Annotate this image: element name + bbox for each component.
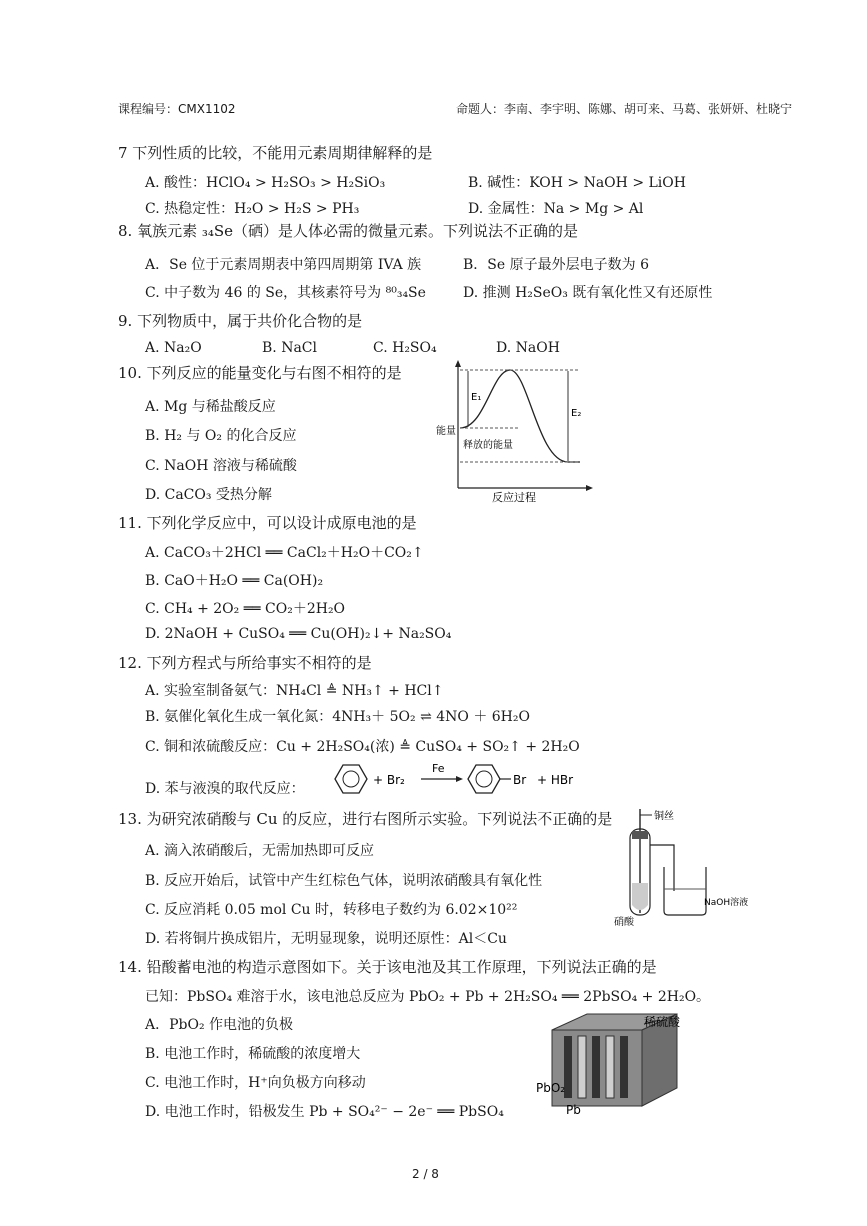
y-axis-label: 能量 [436,426,456,437]
pbo2-label: PbO₂ [536,1081,566,1095]
q10-option-d: D. CaCO₃ 受热分解 [145,487,272,503]
pb-label: Pb [566,1103,581,1117]
q9-option-d: D. NaOH [496,340,560,356]
q8-option-a: A．Se 位于元素周期表中第四周期第 IVA 族 [145,257,422,273]
q14-option-d: D. 电池工作时，铅极发生 Pb + SO₄²⁻ − 2e⁻ ══ PbSO₄ [145,1104,504,1120]
question-9-stem: 9. 下列物质中，属于共价化合物的是 [118,312,363,330]
authors: 命题人：李南、李宇明、陈娜、胡可来、马葛、张妍妍、杜晓宁 [456,102,793,116]
question-7-stem: 7 下列性质的比较，不能用元素周期律解释的是 [118,144,433,162]
q8-option-b: B．Se 原子最外层电子数为 6 [463,257,649,273]
q10-option-c: C. NaOH 溶液与稀硫酸 [145,458,297,474]
br-substituent: Br [513,773,527,787]
q12-option-c: C. 铜和浓硫酸反应：Cu + 2H₂SO₄(浓) ≜ CuSO₄ + SO₂↑ + 2H₂O [145,739,580,755]
q13-option-d: D. 若将铜片换成铝片，无明显现象，说明还原性：Al＜Cu [145,931,507,947]
course-code: 课程编号：CMX1102 [118,102,236,116]
q7-option-b: B. 碱性：KOH > NaOH > LiOH [468,175,686,191]
question-14-stem: 14. 铅酸蓄电池的构造示意图如下。关于该电池及其工作原理，下列说法正确的是 [118,958,657,976]
q8-option-d: D. 推测 H₂SeO₃ 既有氧化性又有还原性 [463,285,713,301]
electrode-plate-1 [564,1036,572,1098]
q14-option-c: C. 电池工作时，H⁺向负极方向移动 [145,1075,366,1091]
reaction-arrowhead [456,776,463,782]
q12-option-b: B. 氨催化氧化生成一氧化氮：4NH₃＋ 5O₂ ⇌ 4NO ＋ 6H₂O [145,709,530,725]
copper-nitric-acid-apparatus [612,805,762,930]
br2-reagent: + Br₂ [373,773,405,787]
sulfuric-acid-label: 稀硫酸 [644,1015,681,1029]
q7-option-a: A. 酸性：HClO₄ > H₂SO₃ > H₂SiO₃ [145,175,386,191]
q7-option-d: D. 金属性：Na > Mg > Al [468,201,644,217]
aromatic-circle [343,771,359,787]
q11-option-d: D. 2NaOH + CuSO₄ ══ Cu(OH)₂↓+ Na₂SO₄ [145,626,452,642]
electrode-plate-2 [578,1036,586,1098]
e2-label: E₂ [571,408,582,419]
question-11-stem: 11. 下列化学反应中，可以设计成原电池的是 [118,514,417,532]
electrode-plate-3 [592,1036,600,1098]
q8-option-c: C. 中子数为 46 的 Se，其核素符号为 ⁸⁰₃₄Se [145,285,426,301]
naoh-label: NaOH溶液 [704,898,749,908]
q13-option-a: A. 滴入浓硝酸后，无需加热即可反应 [145,843,375,859]
q12-option-a: A. 实验室制备氨气：NH₄Cl ≜ NH₃↑ + HCl↑ [145,683,444,699]
q11-option-a: A. CaCO₃＋2HCl ══ CaCl₂＋H₂O＋CO₂↑ [145,545,424,561]
benzene-bromination-scheme [325,758,595,800]
q10-option-a: A. Mg 与稀盐酸反应 [145,399,276,415]
q10-option-b: B. H₂ 与 O₂ 的化合反应 [145,428,297,444]
question-13-stem: 13. 为研究浓硝酸与 Cu 的反应，进行右图所示实验。下列说法不正确的是 [118,810,613,828]
copper-wire-label: 铜丝 [654,811,674,822]
page-number: 2 / 8 [412,1167,439,1181]
question-12-stem: 12. 下列方程式与所给事实不相符的是 [118,654,372,672]
beaker [664,867,706,915]
q14-option-a: A．PbO₂ 作电池的负极 [145,1017,294,1033]
q9-option-c: C. H₂SO₄ [373,340,437,356]
benzene-ring-icon [335,765,367,793]
q9-option-a: A. Na₂O [145,340,202,356]
aromatic-circle-2 [476,771,492,787]
electrode-plate-4 [606,1036,614,1098]
x-axis-arrow [586,485,593,491]
hbr-product: + HBr [537,773,574,787]
q9-option-b: B. NaCl [262,340,317,356]
energy-diagram [430,358,595,503]
q7-option-c: C. 热稳定性：H₂O > H₂S > PH₃ [145,201,360,217]
question-10-stem: 10. 下列反应的能量变化与右图不相符的是 [118,364,402,382]
q11-option-c: C. CH₄ + 2O₂ ══ CO₂＋2H₂O [145,601,346,617]
q14-note: 已知：PbSO₄ 难溶于水，该电池总反应为 PbO₂ + Pb + 2H₂SO₄ ══ 2PbSO₄ + 2H₂O。 [145,989,711,1005]
fe-catalyst: Fe [432,762,445,775]
delivery-tube [650,845,674,891]
electrode-plate-5 [620,1036,628,1098]
stopper [632,831,648,839]
q11-option-b: B. CaO＋H₂O ══ Ca(OH)₂ [145,573,324,589]
e1-label: E₁ [471,392,482,403]
x-axis-label: 反应过程 [492,491,536,503]
bromobenzene-ring-icon [468,765,500,793]
q12-option-d: D. 苯与液溴的取代反应： [145,781,305,797]
y-axis-arrow [455,360,461,367]
nitric-acid-label: 硝酸 [614,917,634,928]
nitric-acid-liquid [632,883,648,910]
question-8-stem: 8. 氧族元素 ₃₄Se（硒）是人体必需的微量元素。下列说法不正确的是 [118,222,579,240]
q13-option-b: B. 反应开始后，试管中产生红棕色气体，说明浓硝酸具有氧化性 [145,873,543,889]
q14-option-b: B. 电池工作时，稀硫酸的浓度增大 [145,1046,361,1062]
lead-acid-battery-figure [532,1010,707,1122]
released-energy-label: 释放的能量 [463,440,513,451]
q13-option-c: C. 反应消耗 0.05 mol Cu 时，转移电子数约为 6.02×10²² [145,902,518,918]
